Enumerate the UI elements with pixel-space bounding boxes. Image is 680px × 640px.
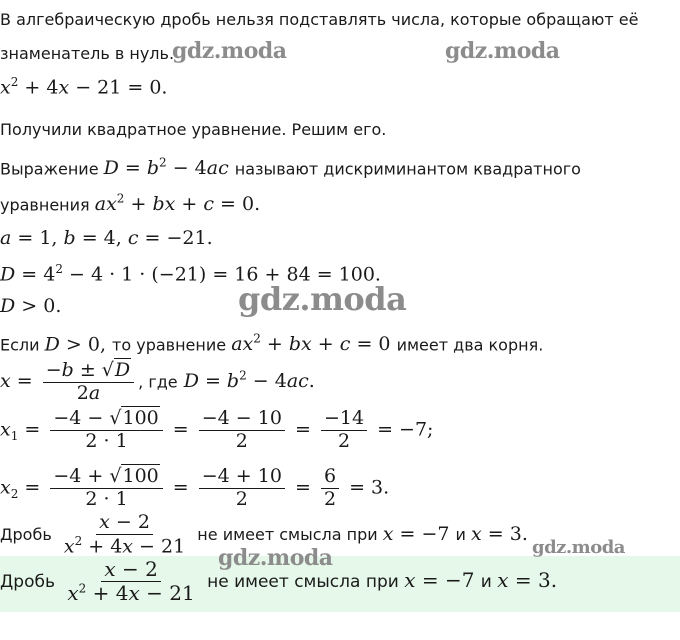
intro-line-1: В алгебраическую дробь нельзя подставлять числа, которые обращают её	[0, 10, 639, 29]
answer-and-word: и	[480, 572, 492, 592]
disc-positive: D > 0.	[0, 295, 62, 317]
expr-word: Выражение	[0, 159, 99, 179]
equation: $x^2 + 4x - 21 = 0$.	[0, 75, 168, 99]
watermark-4: gdz.moda	[218, 545, 333, 571]
and-word: и	[455, 525, 466, 544]
answer-frac-word: Дробь	[0, 572, 55, 592]
two-roots-line: Если D > 0, то уравнение $ax^2$ + bx + c = 0 имеет два корня.	[0, 332, 544, 356]
answer-no-sense: не имеет смысла при	[207, 572, 399, 592]
got-quadratic: Получили квадратное уравнение. Решим его.	[0, 120, 387, 139]
watermark-5: gdz.moda	[532, 537, 625, 558]
watermark-1: gdz.moda	[172, 38, 287, 64]
coefficients: a = 1, b = 4, c = −21.	[0, 227, 213, 249]
disc-definition: Выражение $D = b^2 - 4ac$ называют дискриминантом квадратного	[0, 156, 581, 180]
answer-line: Дробь $\frac{x - 2}{x^2 + 4x - 21}$ не имеет смысла при x = −7 и x = 3.	[0, 557, 558, 605]
root-x1: $x_1$ = $\frac{-4 - √100}{2 \cdot 1}$ = $\frac{-4 - 10}{2}$ = $\frac{-14}{2}$ = −7;	[0, 407, 434, 452]
root-formula: x = $\frac{-b \pm √D}{2a}$ , где $D = b^2 - 4ac$.	[0, 359, 315, 404]
no-sense: не имеет смысла при	[197, 525, 378, 544]
intro-line-2: знаменатель в нуль.	[0, 44, 175, 63]
watermark-2: gdz.moda	[445, 38, 560, 64]
if-word: Если	[0, 335, 40, 355]
disc-calc: $D = 4^2 - 4 \cdot 1 \cdot (-21) = 16 + 84 = 100$.	[0, 262, 381, 286]
watermark-3: gdz.moda	[238, 280, 407, 318]
called-disc: называют дискриминантом квадратного	[234, 159, 581, 179]
root-x2: $x_2$ = $\frac{-4 + √100}{2 \cdot 1}$ = $\frac{-4 + 10}{2}$ = $\frac{6}{2}$ = 3.	[0, 465, 390, 510]
conclusion-line: Дробь $\frac{x - 2}{x^2 + 4x - 21}$ не имеет смысла при x = −7 и x = 3.	[0, 511, 528, 558]
where-word: , где	[138, 372, 178, 392]
two-roots: имеет два корня.	[396, 335, 544, 355]
frac-word: Дробь	[0, 525, 52, 544]
then-eq: то уравнение	[112, 335, 227, 355]
general-equation-line: уравнения $ax^2$ + bx + c = 0.	[0, 192, 261, 216]
eq-word: уравнения	[0, 195, 90, 215]
